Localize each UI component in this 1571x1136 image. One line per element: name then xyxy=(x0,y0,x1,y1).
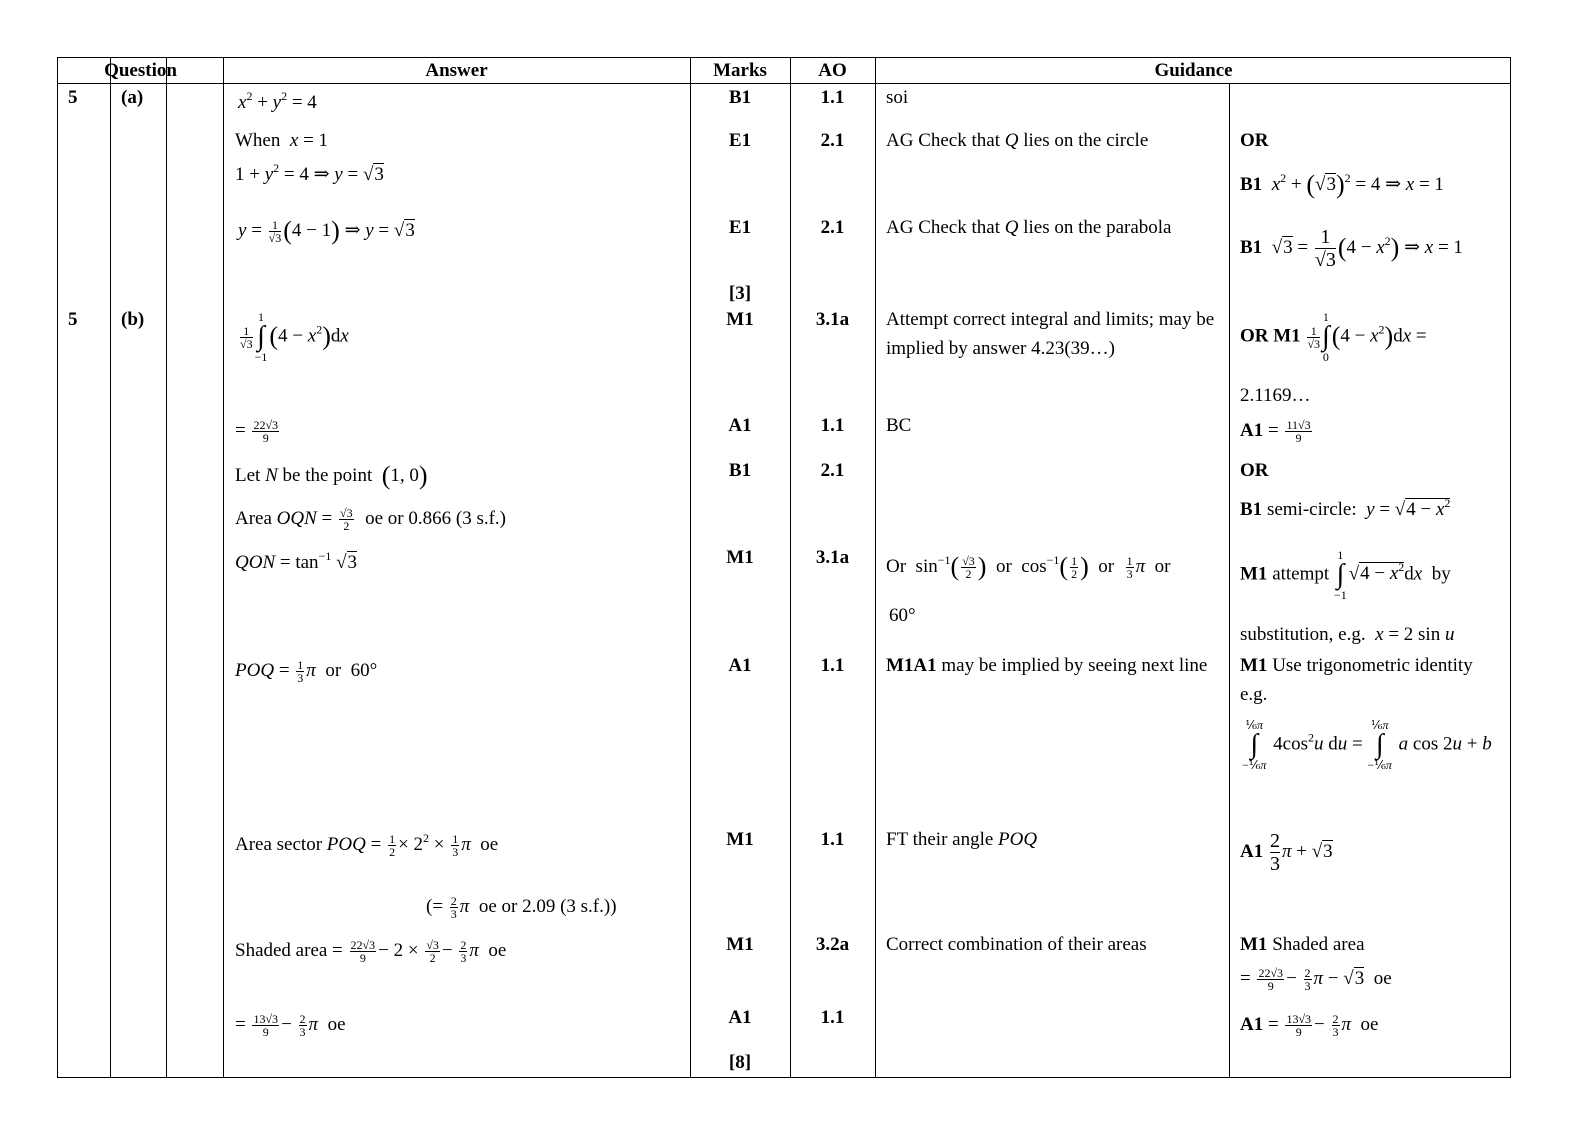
answer-line: = $\frac{22√3}{9}$ xyxy=(235,418,279,446)
header-question: Question xyxy=(104,60,177,81)
answer-integral: $\frac{1}{√3}$ 1 ∫ −1 $(4 - x^2)dx$ xyxy=(240,310,349,364)
alt-method: M1 attempt 1 ∫ −1 $√4 - x^2dx$ by xyxy=(1240,548,1451,602)
alt-method: 2.1169… xyxy=(1240,385,1311,406)
grid-line xyxy=(875,58,876,1077)
answer-line: Area OQN = $\frac{√3}{2}$ oe or 0.866 (3 s.f.) xyxy=(235,506,506,534)
answer-line: Shaded area = $\frac{22√3}{9}$ − 2 × $\frac{√3}{2}$ − $\frac{2}{3}$ π oe xyxy=(235,938,507,966)
mark: A1 xyxy=(728,415,752,436)
ao: 1.1 xyxy=(820,829,845,850)
guidance: AG Check that Q lies on the parabola xyxy=(886,217,1172,238)
ao: 3.2a xyxy=(815,934,850,955)
mark: M1 xyxy=(726,547,754,568)
mark-scheme-table xyxy=(57,57,1511,1078)
ao: 1.1 xyxy=(820,87,845,108)
header-ao: AO xyxy=(818,60,847,81)
ao: 1.1 xyxy=(820,415,845,436)
ao: 2.1 xyxy=(820,217,845,238)
guidance: Correct combination of their areas xyxy=(886,934,1147,955)
answer-line: $x^2 + y^2 = 4$ xyxy=(238,89,317,113)
answer-line: $1 + y^2 = 4$ ⇒ y = √3 xyxy=(235,161,384,185)
guidance: FT their angle POQ xyxy=(886,829,1038,850)
answer-line: Area sector POQ = $\frac{1}{2}$ × $2^2$ × $\frac{1}{3}$ π oe xyxy=(235,831,499,860)
question-part: (b) xyxy=(121,309,145,330)
guidance: Attempt correct integral and limits; may be implied by answer 4.23(39…) xyxy=(886,309,1215,359)
ao: 1.1 xyxy=(820,1007,845,1028)
alt-method: A1 = $\frac{13√3}{9}$ − $\frac{2}{3}$ π oe xyxy=(1240,1012,1379,1040)
header-answer: Answer xyxy=(425,60,488,81)
alt-method: B1 semi-circle: $y = √4 - x^2$ xyxy=(1240,496,1451,520)
question-number: 5 xyxy=(68,87,78,108)
alt-method: M1 Shaded area xyxy=(1240,934,1365,955)
alt-method: OR xyxy=(1240,130,1269,151)
mark-total: [8] xyxy=(728,1052,752,1073)
guidance: Or $\sin^{-1}$( $\frac{√3}{2}$ ) or $\cos^{-1}$( $\frac{1}{2}$ ) or $\frac{1}{3}$ π or xyxy=(886,552,1171,582)
guidance: soi xyxy=(886,87,909,108)
mark: M1 xyxy=(726,829,754,850)
answer-line: QON = $\tan^{-1} √3$ xyxy=(235,549,358,573)
guidance: M1A1 may be implied by seeing next line xyxy=(886,655,1208,676)
question-number: 5 xyxy=(68,309,78,330)
mark: M1 xyxy=(726,934,754,955)
mark: A1 xyxy=(728,655,752,676)
guidance: AG Check that Q lies on the circle xyxy=(886,130,1149,151)
alt-method: ⅙π ∫ −⅙π $4\cos^2u$ du = ⅙π ∫ −⅙π a cos 2u + b xyxy=(1242,718,1492,772)
mark-total: [3] xyxy=(728,283,752,304)
ao: 1.1 xyxy=(820,655,845,676)
alt-method: B1 √3 = $\frac{1}{√3}$ $(4 - x^2)$ ⇒ x = 1 xyxy=(1240,226,1463,271)
alt-method: M1 Use trigonometric identity e.g. xyxy=(1240,655,1473,705)
ao: 2.1 xyxy=(820,460,845,481)
alt-method: OR M1 $\frac{1}{√3}$ 1 ∫ 0 $(4 - x^2)dx$ = xyxy=(1240,310,1427,364)
mark: B1 xyxy=(728,87,752,108)
answer-line: y = $\frac{1}{√3}$ (4 − 1) ⇒ y = √3 xyxy=(238,216,415,246)
alt-method: A1 = $\frac{11√3}{9}$ xyxy=(1240,418,1311,446)
alt-method: A1 $\frac{2}{3}$ π + √3 xyxy=(1240,830,1333,875)
mark: B1 xyxy=(728,460,752,481)
alt-method: substitution, e.g. x = 2 sin u xyxy=(1240,624,1455,645)
grid-line xyxy=(1229,83,1230,1077)
header-marks: Marks xyxy=(713,60,767,81)
grid-line xyxy=(110,58,111,1077)
mark: E1 xyxy=(728,130,752,151)
answer-line: Let N be the point (1, 0) xyxy=(235,461,428,490)
ao: 3.1a xyxy=(815,547,850,568)
ao: 3.1a xyxy=(815,309,850,330)
guidance: BC xyxy=(886,415,912,436)
mark: A1 xyxy=(728,1007,752,1028)
answer-line: POQ = $\frac{1}{3}$ π or 60° xyxy=(235,658,378,686)
grid-line xyxy=(223,58,224,1077)
mark: E1 xyxy=(728,217,752,238)
header-guidance: Guidance xyxy=(1154,60,1233,81)
alt-method: = $\frac{22√3}{9}$ − $\frac{2}{3}$ π − √3 oe xyxy=(1240,966,1392,994)
answer-line: When x = 1 xyxy=(235,130,329,151)
alt-method: B1 $x^2 + (√3)^2 = 4$ ⇒ x = 1 xyxy=(1240,170,1444,199)
grid-line xyxy=(166,58,167,1077)
answer-line: = $\frac{13√3}{9}$ − $\frac{2}{3}$ π oe xyxy=(235,1012,346,1040)
alt-method: OR xyxy=(1240,460,1269,481)
mark: M1 xyxy=(726,309,754,330)
guidance: 60° xyxy=(889,605,916,626)
ao: 2.1 xyxy=(820,130,845,151)
question-part: (a) xyxy=(121,87,144,108)
answer-line: (= $\frac{2}{3}$ π oe or 2.09 (3 s.f.)) xyxy=(426,894,617,922)
